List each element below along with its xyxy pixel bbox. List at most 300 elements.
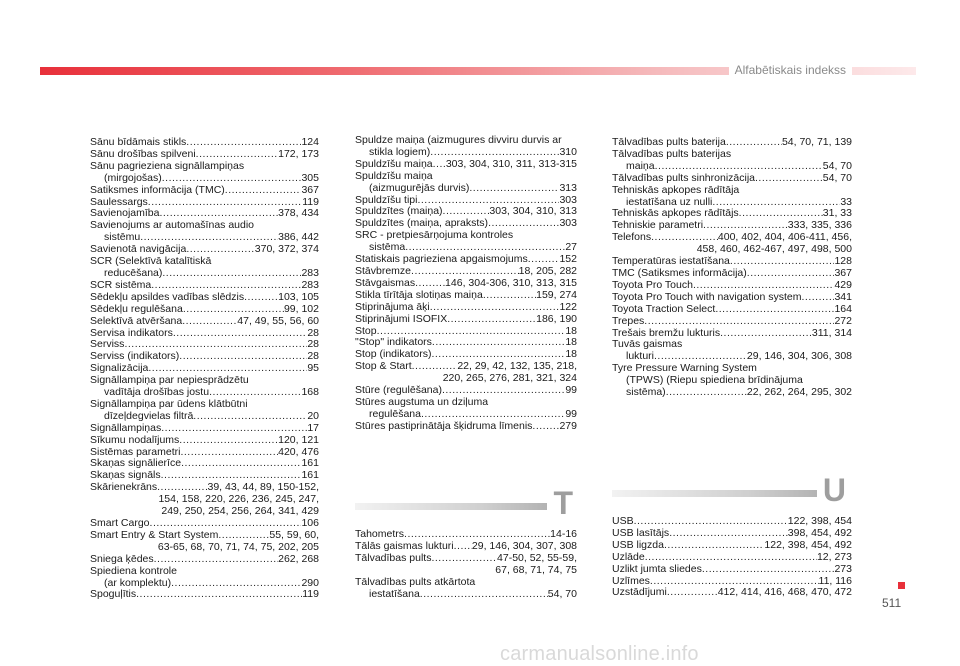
index-entry [90,554,319,566]
index-entry-pages: 412, 414, 416, 468, 470, 472 [717,586,852,599]
index-entry-line [612,173,852,185]
dot-leader [433,159,446,171]
dot-leader [179,351,307,363]
index-entry-pages: 370, 372, 374 [254,243,319,256]
index-entry [355,171,577,195]
index-entry-pages-cont: 63-65, 68, 70, 71, 74, 75, 202, 205 [157,540,319,553]
dot-leader [162,173,302,185]
index-entry-label: Saulessargs [90,195,148,208]
index-entry-pages: 429 [834,278,852,291]
dot-leader [469,183,559,195]
index-entry-pages: 146, 304-306, 310, 313, 315 [445,276,577,289]
index-entry-line [90,173,319,185]
index-entry-label: Serviss (indikators) [90,350,180,363]
index-entry-label: Stūres augstuma un dziļuma [355,395,489,408]
index-entry-line [355,159,577,171]
index-entry-pages: 119 [302,195,319,208]
index-entry-pages: 28 [307,350,319,363]
index-entry-pages: 39, 43, 44, 89, 150-152, [207,481,319,494]
index-entry-pages: 99, 102 [283,302,319,315]
index-entry-line [612,564,852,576]
page-number-marker [898,582,905,589]
index-entry-pages: 290 [301,576,319,589]
index-entry-line [612,280,852,292]
dot-leader [244,292,278,304]
index-entry-label: iestatīšana [369,587,420,600]
index-entry [355,577,577,601]
index-entry-label: Tehniskās apkopes rādītājs [612,207,739,220]
index-entry-label: Uzstādījumi [612,586,667,599]
index-entry-label: Selektīvā atvēršana [90,314,183,327]
dot-leader [432,337,565,349]
index-entry-label: Tuvās gaismas [612,338,683,351]
index-entry [612,280,852,292]
index-entry-line [355,589,577,601]
index-entry-pages: 186, 190 [536,312,577,325]
index-entry [612,185,852,209]
index-entry [612,304,852,316]
index-entry-pages: 47-50, 52, 55-59, [497,551,577,564]
index-entry-pages-cont: 249, 250, 254, 256, 264, 341, 429 [161,505,319,518]
index-entry-label: SCR (Selektīvā katalītiskā [90,255,212,268]
dot-leader [225,185,302,197]
index-entry-label: USB lasītājs [612,526,670,539]
index-entry-label: Tālvadības pults [355,551,432,564]
dot-leader [181,458,301,470]
index-entry-label: Stikla tīrītāja slotiņas maiņa [355,288,483,301]
index-entry-line [612,587,852,599]
dot-leader [180,447,278,459]
dot-leader [179,435,278,447]
index-entry-pages: 22, 29, 42, 132, 135, 218, [457,360,577,373]
index-entry [612,363,852,399]
index-entry-pages: 103, 105 [278,290,319,303]
index-entry-label: Sēdekļu regulēšana [90,302,183,315]
index-entry-line [612,316,852,328]
dot-leader [726,137,782,149]
index-entry-label: Tyre Pressure Warning System [612,362,757,375]
index-entry-label: Sniega ķēdes [90,552,154,565]
section-letter-t: T [547,486,573,520]
index-entry [355,314,577,326]
dot-leader [747,268,835,280]
index-entry-label: Tālvadības pults baterija [612,136,726,148]
index-entry-label: Temperatūras iestatīšana [612,255,730,268]
index-entry [612,316,852,328]
index-entry [612,552,852,564]
index-entry [355,553,577,577]
index-entry-pages: 152 [559,253,577,266]
dot-leader [454,541,472,553]
index-entry-label: Smart Cargo [90,517,150,529]
index-entry [612,149,852,173]
index-entry-label: Spoguļītis [90,588,137,601]
index-entry-label: Telefons [612,231,652,244]
index-entry-pages: 18, 205, 282 [518,264,577,277]
index-entry-pages: 303 [559,193,577,206]
index-entry-label: Spuldzīšu maiņa [355,169,433,182]
index-entry [90,292,319,304]
index-entry-label: Sistēmas parametri [90,445,181,458]
dot-leader [173,328,307,340]
index-entry-label: Smart Entry & Start System [90,528,219,541]
dot-leader [755,173,823,185]
index-entry-pages: 378, 434 [278,207,319,220]
index-entry-pages: 283 [301,278,319,291]
index-entry-label: Stūre (regulēšana) [355,384,442,397]
index-entry [90,530,319,554]
index-entry-pages: 303, 304, 310, 313 [489,205,577,218]
index-entry-label: sistēma) [626,386,666,399]
dot-leader [415,278,445,290]
index-entry-pages: 20 [307,409,319,422]
index-entry-label: Tālās gaismas lukturi [355,539,454,552]
dot-leader [664,540,764,552]
dot-leader [715,304,834,316]
index-entry [612,339,852,363]
section-rule [355,503,569,510]
index-entry-label: lukturi [626,350,655,363]
index-entry-line [355,421,577,433]
index-entry-pages: 14-16 [550,528,577,540]
index-entry [90,256,319,280]
index-entry [90,423,319,435]
dot-leader [655,161,823,173]
index-entry-pages: 99 [565,407,577,420]
index-entry-line [90,316,319,328]
index-entry-label: vadītāja drošības jostu [104,386,210,399]
index-entry-label: Sānu bīdāmais stikls [90,136,187,148]
index-entry-line [355,278,577,290]
dot-leader [483,290,536,302]
index-entry-label: SRC - pretpiesārņojuma kontroles [355,229,514,242]
index-entry-pages: 400, 402, 404, 406-411, 456, [717,231,852,244]
index-entry-pages: 367 [834,266,852,279]
dot-leader [644,316,834,328]
index-entry-label: Tālvadības pults atkārtota [355,575,476,588]
index-entry-label: Sānu drošības spilveni [90,147,196,160]
dot-leader [420,589,548,601]
index-entry-pages: 29, 146, 304, 306, 308 [746,350,852,363]
index-entry-label: Stāvbremze [355,264,412,277]
index-entry-label: Toyota Pro Touch with navigation system [612,290,802,303]
index-entry-label: Stop (indikators) [355,348,432,361]
dot-leader [421,409,565,421]
index-entry-pages-cont: 154, 158, 220, 226, 236, 245, 247, [158,493,319,506]
index-entry-label: regulēšana [369,407,421,420]
index-entry-label: USB [612,515,634,527]
index-entry-line [612,292,852,304]
index-entry-pages: 28 [307,326,319,339]
index-entry-label: Serviss [90,338,125,351]
index-entry [612,540,852,552]
index-entry-pages: 272 [834,314,852,327]
index-entry-line [90,304,319,316]
index-entry-line [90,423,319,435]
index-entry-label: Stop & Start [355,360,412,373]
index-entry-line [612,540,852,552]
index-entry [90,589,319,601]
index-entry-pages: 54, 70 [822,171,852,184]
dot-leader [161,423,307,435]
index-entry-pages: 11, 116 [818,574,852,587]
index-entry-label: Trešais bremžu lukturis [612,326,721,339]
index-entry-label: Tehniskās apkopes rādītāja [612,183,740,196]
index-entry [90,482,319,518]
index-entry-label: (aizmugurējās durvis) [369,181,470,194]
index-entry-pages-cont: 67, 68, 71, 74, 75 [495,563,577,576]
index-entry [355,230,577,254]
index-column-2 [355,135,577,433]
index-entry-pages: 122, 398, 454 [787,515,852,527]
index-entry-label: maiņa [626,159,655,172]
index-entry-pages: 54, 70 [822,159,852,172]
dot-leader [182,316,237,328]
index-entry-pages: 159, 274 [536,288,577,301]
index-entry-label: Skārienekrāns [90,481,158,494]
index-entry-pages: 95 [307,362,319,375]
index-entry-label: Tahometrs [355,528,405,540]
index-entry-line [90,435,319,447]
index-entry-label: Sīkumu nodalījums [90,433,180,446]
index-entry-label: Satiksmes informācija (TMC) [90,183,225,196]
index-entry-pages: 18 [565,348,577,361]
index-entry-pages: 54, 70, 71, 139 [781,136,852,148]
index-entry-label: Signāllampiņas [90,421,162,434]
index-entry-pages: 128 [834,255,852,268]
index-entry-line [90,411,319,423]
index-entry-pages: 12, 273 [816,550,852,563]
index-entry [90,328,319,340]
dot-leader [154,554,278,566]
index-entry-label: Spuldzītes (maiņa, apraksts) [355,217,489,230]
index-entry-line [612,304,852,316]
index-entry-pages: 262, 268 [278,552,319,565]
index-entry-label: Spuldze maiņa (aizmugures divviru durvis ar [355,134,562,146]
index-entry-pages: 161 [301,457,319,470]
section-divider-u [612,472,846,511]
index-entry-line [612,552,852,564]
index-entry [355,302,577,314]
index-entry-label: Spuldzītes (maiņa) [355,205,443,218]
index-entry-label: Savienotā navigācija [90,243,187,256]
index-entry [355,361,577,385]
index-entry [90,566,319,590]
index-entry-pages: 27 [565,241,577,254]
index-entry [355,290,577,302]
index-entry-pages: 420, 476 [278,445,319,458]
index-entry [90,161,319,185]
index-entry-label: (mirgojošas) [104,171,162,184]
dot-leader [447,314,536,326]
index-entry-pages: 119 [302,588,319,601]
index-entry-label: Stiprinājumi ISOFIX [355,312,448,325]
index-entry-pages: 311, 314 [811,326,852,339]
index-entry-label: Savienojamība [90,207,160,220]
dot-leader [667,587,718,599]
dot-leader [171,578,301,590]
index-entry-label: Spiediena kontrole [90,564,177,577]
index-entry-label: Spuldzīšu maiņa [355,157,433,170]
page-number: 511 [882,596,902,610]
index-entry-label: Servisa indikators [90,326,173,339]
index-entry-label: Signāllampiņa par nepiesprādzētu [90,374,249,387]
index-entry [612,564,852,576]
dot-leader [702,564,835,576]
index-entry-label: Tālvadības pults sinhronizācija [612,171,755,184]
index-entry-pages: 18 [565,336,577,349]
section-rule [612,490,842,497]
dot-leader [430,302,560,314]
index-column-3 [612,137,852,399]
index-entry-label: Signalizācija [90,362,149,375]
index-section-u [612,516,852,599]
index-entry-pages: 99 [565,384,577,397]
index-entry-label: dīzeļdegvielas filtrā [104,409,194,422]
dot-leader [666,387,747,399]
index-entry-pages: 305 [301,171,319,184]
index-entry-pages: 33 [840,195,852,208]
index-entry [90,316,319,328]
index-entry-pages: 124 [301,136,319,148]
index-entry-line [90,589,319,601]
index-entry-pages: 17 [307,421,319,434]
index-entry [612,232,852,256]
index-entry-line [355,553,577,565]
dot-leader [136,589,302,601]
index-entry-line [355,314,577,326]
index-entry-pages: 333, 335, 336 [787,219,852,232]
index-entry [355,278,577,290]
index-entry-label: Savienojums ar automašīnas audio [90,219,255,232]
index-entry-line [612,387,852,399]
index-entry-label: Tehniskie parametri [612,219,704,232]
dot-leader [151,280,301,292]
dot-leader [802,292,835,304]
index-entry-pages: 386, 442 [278,231,319,244]
index-entry-pages: 161 [301,469,319,482]
index-entry-pages: 29, 146, 304, 307, 308 [471,539,577,552]
index-entry-label: Sēdekļu apsildes vadības slēdzis [90,290,245,303]
index-entry-label: Skaņas signālierīce [90,457,182,470]
index-entry-label: iestatīšana uz nulli [626,195,713,208]
index-entry-label: TMC (Satiksmes informācija) [612,266,747,279]
index-entry-pages: 55, 59, 60, [269,528,319,541]
index-entry-label: Statiskais pagrieziena apgaismojums [355,253,528,266]
index-entry [90,435,319,447]
index-entry-pages: 303 [559,217,577,230]
index-entry-pages: 164 [834,302,852,315]
index-column-1 [90,137,319,601]
index-entry-line [612,161,852,173]
index-entry-label: Stop [355,324,377,337]
index-entry-line [90,292,319,304]
index-entry-label-cont: (TPWS) (Riepu spiediena brīdinājuma [626,374,803,387]
index-entry-label: Uzlāde [612,550,645,563]
index-entry-line [90,185,319,197]
index-entry-label: sistēmu [104,231,141,244]
dot-leader [720,328,812,340]
index-entry-pages: 120, 121 [278,433,319,446]
watermark-text: carmanualsonline.info [500,643,699,665]
dot-leader [162,268,301,280]
index-entry-label: Uzlīmes [612,574,650,587]
index-entry-pages: 18 [565,324,577,337]
index-entry-line [355,290,577,302]
index-entry-pages: 367 [301,183,319,196]
index-entry [90,185,319,197]
index-entry-label: Tālvadības pults baterijas [612,147,732,160]
section-divider-t [355,485,573,524]
index-entry-pages: 122, 398, 454, 492 [764,538,852,551]
index-entry-pages-cont: 220, 265, 276, 281, 321, 324 [442,372,577,385]
index-entry-label: sistēma [369,241,406,254]
index-entry [612,173,852,185]
index-entry-pages: 47, 49, 55, 56, 60 [237,314,319,327]
index-entry [355,135,577,159]
index-entry-pages: 398, 454, 492 [787,526,852,539]
index-entry-pages: 122 [559,300,577,313]
page-header-title: Alfabētiskais indekss [729,63,852,77]
index-entry [612,292,852,304]
section-letter-u: U [817,473,846,507]
index-entry-label: reducēšana) [104,266,163,279]
index-entry-line [355,183,577,195]
index-entry-line [90,280,319,292]
index-entry-label: Trepes [612,314,645,327]
index-entry-label: Toyota Traction Select [612,302,716,315]
index-entry-pages: 31, 33 [822,207,852,220]
index-entry-label: Stūres pastiprinātāja šķidruma līmenis [355,419,533,432]
index-entry-label: Skaņas signāls [90,469,161,482]
index-entry-pages: 22, 262, 264, 295, 302 [746,386,852,399]
index-entry-pages: 310 [559,145,577,158]
index-entry-line [355,409,577,421]
index-entry-label: Spuldzīšu tipi [355,193,418,206]
index-entry-pages: 106 [301,517,319,529]
index-section-t [355,529,577,600]
dot-leader [645,552,817,564]
index-entry [355,397,577,421]
index-entry-label: SCR sistēma [90,278,152,291]
index-entry-pages: 168 [301,386,319,399]
index-entry-line [90,554,319,566]
index-entry-label: Sānu pagrieziena signāllampiņas [90,159,245,172]
index-entry-line [90,328,319,340]
index-entry-line [355,302,577,314]
index-entry-label: Signāllampiņa par ūdens klātbūtni [90,397,248,410]
index-entry [90,220,319,244]
index-entry-label: Uzlikt jumta sliedes [612,562,702,575]
index-entry-label: Stiprinājuma āķi [355,300,430,313]
index-entry [90,375,319,399]
index-entry [90,399,319,423]
index-entry [612,587,852,599]
index-entry [90,304,319,316]
index-entry-pages: 273 [834,562,852,575]
index-entry-label: stikla logiem) [369,145,431,158]
index-entry-pages: 172, 173 [278,147,319,160]
dot-leader [193,411,307,423]
dot-leader [532,421,559,433]
index-entry-pages: 341 [834,290,852,303]
index-entry-pages-cont: 458, 460, 462-467, 497, 498, 500 [696,243,852,256]
dot-leader [693,280,835,292]
index-entry-label: (ar komplektu) [104,576,172,589]
index-entry-label: Stāvgaismas [355,276,416,289]
index-entry-pages: 283 [301,266,319,279]
index-entry-label: USB ligzda [612,538,664,551]
